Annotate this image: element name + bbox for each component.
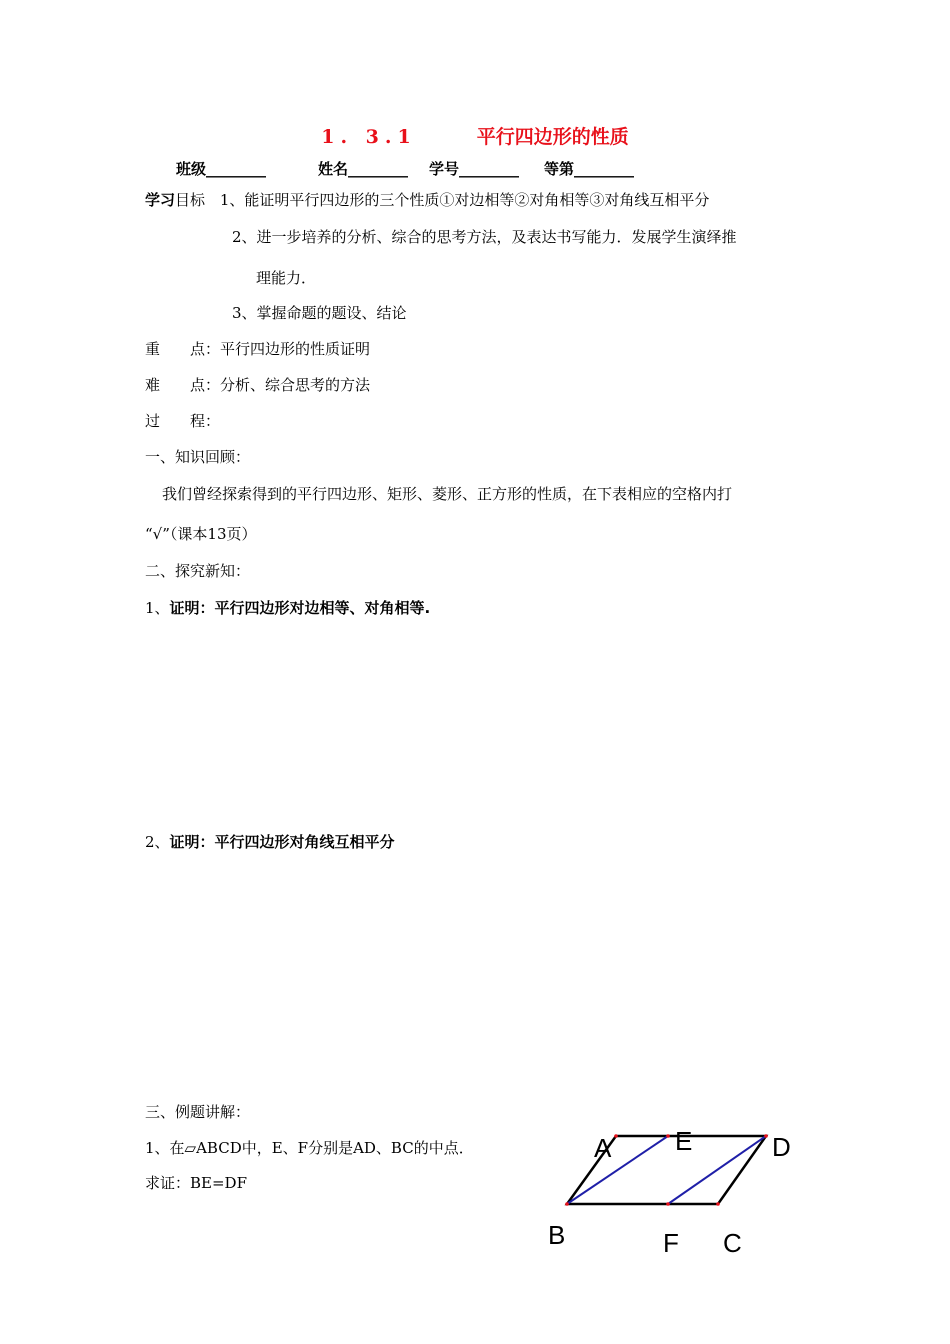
key-point-label: 重 点： — [145, 340, 221, 358]
process-label: 过 程： — [145, 412, 221, 430]
label-e: E — [675, 1126, 693, 1156]
objectives-line1 — [145, 189, 709, 210]
difficulty — [145, 374, 370, 395]
objectives-label-rest: 目标 — [175, 191, 206, 209]
example-1-prove: 求证：BE=DF — [145, 1174, 247, 1192]
label-f: F — [663, 1228, 679, 1258]
parallelogram-figure — [540, 1120, 810, 1260]
section3-heading: 三、例题讲解： — [145, 1103, 251, 1121]
question-1-text: 证明：平行四边形对边相等、对角相等. — [169, 599, 431, 617]
objective-item-2a: 2、进一步培养的分析、综合的思考方法，及表达书写能力．发展学生演绎推 — [232, 228, 737, 246]
name-field[interactable]: 姓名________ — [318, 160, 409, 178]
grade-field[interactable]: 等第________ — [544, 160, 635, 178]
label-a: A — [594, 1133, 612, 1163]
objective-item-2b: 理能力． — [256, 269, 317, 287]
question-2-text: 证明：平行四边形对角线互相平分 — [169, 833, 395, 851]
section1-heading: 一、知识回顾： — [145, 448, 251, 466]
key-point — [145, 338, 370, 359]
difficulty-text: 分析、综合思考的方法 — [220, 376, 371, 394]
objectives-label-bold: 学习 — [145, 191, 176, 209]
point-a — [614, 1134, 618, 1138]
section1-line1: 我们曾经探索得到的平行四边形、矩形、菱形、正方形的性质，在下表相应的空格内打 — [162, 485, 733, 503]
point-b — [565, 1202, 569, 1206]
question-1 — [145, 597, 430, 618]
section1-line2: “√”（课本13页） — [145, 525, 257, 543]
point-f — [666, 1202, 670, 1206]
label-c: C — [723, 1228, 742, 1258]
class-field[interactable]: 班级________ — [176, 160, 267, 178]
label-b: B — [548, 1220, 566, 1250]
segment-be — [567, 1136, 668, 1204]
label-d: D — [772, 1132, 791, 1162]
point-e — [666, 1134, 670, 1138]
page-title — [0, 122, 950, 149]
title-text: 平行四边形的性质 — [476, 126, 629, 148]
question-2 — [145, 831, 395, 852]
student-info-row — [176, 158, 634, 179]
question-2-num: 2、 — [145, 833, 170, 851]
objective-item-1: 1、能证明平行四边形的三个性质①对边相等②对角相等③对角线互相平分 — [219, 191, 710, 209]
question-1-num: 1、 — [145, 599, 170, 617]
point-c — [716, 1202, 720, 1206]
example-1: 1、在▱ABCD中，E、F分别是AD、BC的中点． — [145, 1139, 474, 1157]
key-point-text: 平行四边形的性质证明 — [220, 340, 371, 358]
point-d — [764, 1134, 768, 1138]
section2-heading: 二、探究新知： — [145, 562, 251, 580]
difficulty-label: 难 点： — [145, 376, 221, 394]
title-number: 1. 3.1 — [321, 126, 417, 148]
objective-item-3: 3、掌握命题的题设、结论 — [232, 304, 407, 322]
id-field[interactable]: 学号________ — [429, 160, 520, 178]
